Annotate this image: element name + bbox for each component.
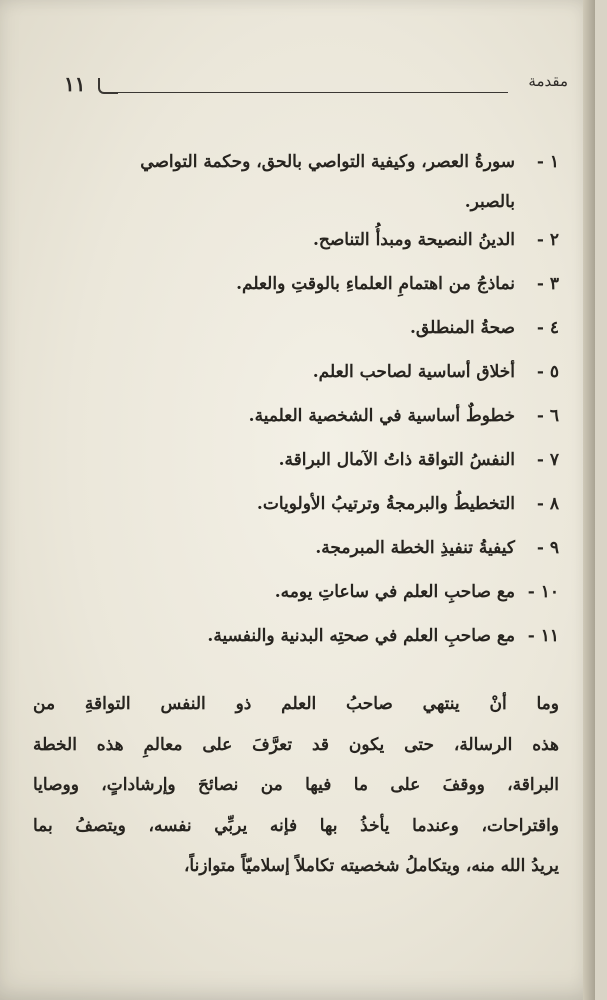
list-item-text: التخطيطُ والبرمجةُ وترتيبُ الأولويات. — [256, 494, 515, 514]
list-item-number: ٢ - — [536, 230, 559, 250]
list-item — [39, 352, 559, 392]
list-item — [39, 396, 559, 436]
list-item-text: مع صاحبِ العلم في صحتِه البدنية والنفسية. — [207, 626, 515, 646]
list-item-number: ١ - — [536, 152, 559, 172]
list-item — [39, 308, 559, 348]
list-item-number: ٧ - — [536, 450, 559, 470]
closing-paragraph — [33, 684, 559, 887]
paragraph-line: هذه الرسالة، حتى يكون قد تعرَّفَ على معالمِ هذه الخطة — [33, 734, 559, 755]
page-header — [58, 70, 568, 110]
paragraph-line: البراقة، ووقفَ على ما فيها من نصائحَ وإرشاداتٍ، ووصايا — [33, 775, 559, 795]
list-item-number: ٥ - — [536, 362, 559, 382]
list-item-text: مع صاحبِ العلم في ساعاتِ يومه. — [274, 582, 515, 602]
list-item-text: سورةُ العصر، وكيفية التواصي بالحق، وحكمة التواصي — [140, 152, 515, 172]
list-item-number: ٦ - — [536, 406, 559, 426]
list-item-text: الدينُ النصيحة ومبدأُ التناصح. — [312, 230, 515, 250]
paragraph-line: وما أنْ ينتهي صاحبُ العلم ذو النفس التواقةِ من — [33, 694, 559, 714]
list-item-text: صحةُ المنطلق. — [410, 318, 515, 338]
list-item-text: النفسُ التواقة ذاتُ الآمال البراقة. — [278, 450, 515, 470]
paragraph-line: واقتراحات، وعندما يأخذُ بها فإنه يربِّي نفسه، ويتصفُ بما — [33, 815, 559, 836]
list-item-text: كيفيةُ تنفيذِ الخطة المبرمجة. — [315, 538, 515, 558]
list-item — [39, 616, 559, 656]
list-item — [39, 572, 559, 612]
list-item-number: ٣ - — [536, 274, 559, 294]
list-item-number: ١٠ - — [527, 582, 559, 602]
list-item-number: ٨ - — [536, 494, 559, 514]
page-edge — [583, 0, 595, 1000]
page-number: ١١ — [64, 72, 86, 96]
header-rule — [116, 92, 508, 93]
list-item — [39, 264, 559, 304]
list-item — [39, 220, 559, 260]
list-item — [39, 528, 559, 568]
list-item — [39, 142, 559, 222]
list-item-text: خطوطٌ أساسية في الشخصية العلمية. — [248, 406, 515, 426]
paragraph-line: يريدُ الله منه، ويتكاملُ شخصيته تكاملاً إسلاميّاً متوازناً، — [183, 856, 559, 876]
list-item-text: أخلاق أساسية لصاحب العلم. — [312, 362, 515, 382]
header-corner-ornament — [98, 78, 118, 94]
list-item-continuation: بالصبر. — [464, 192, 515, 212]
list-item-text: نماذجُ من اهتمامِ العلماءِ بالوقتِ والعلم. — [236, 274, 515, 294]
running-head: مقدمة — [528, 72, 568, 90]
list-item-number: ٩ - — [536, 538, 559, 558]
list-item — [39, 484, 559, 524]
list-item — [39, 440, 559, 480]
list-item-number: ٤ - — [536, 318, 559, 338]
list-item-number: ١١ - — [527, 626, 559, 646]
